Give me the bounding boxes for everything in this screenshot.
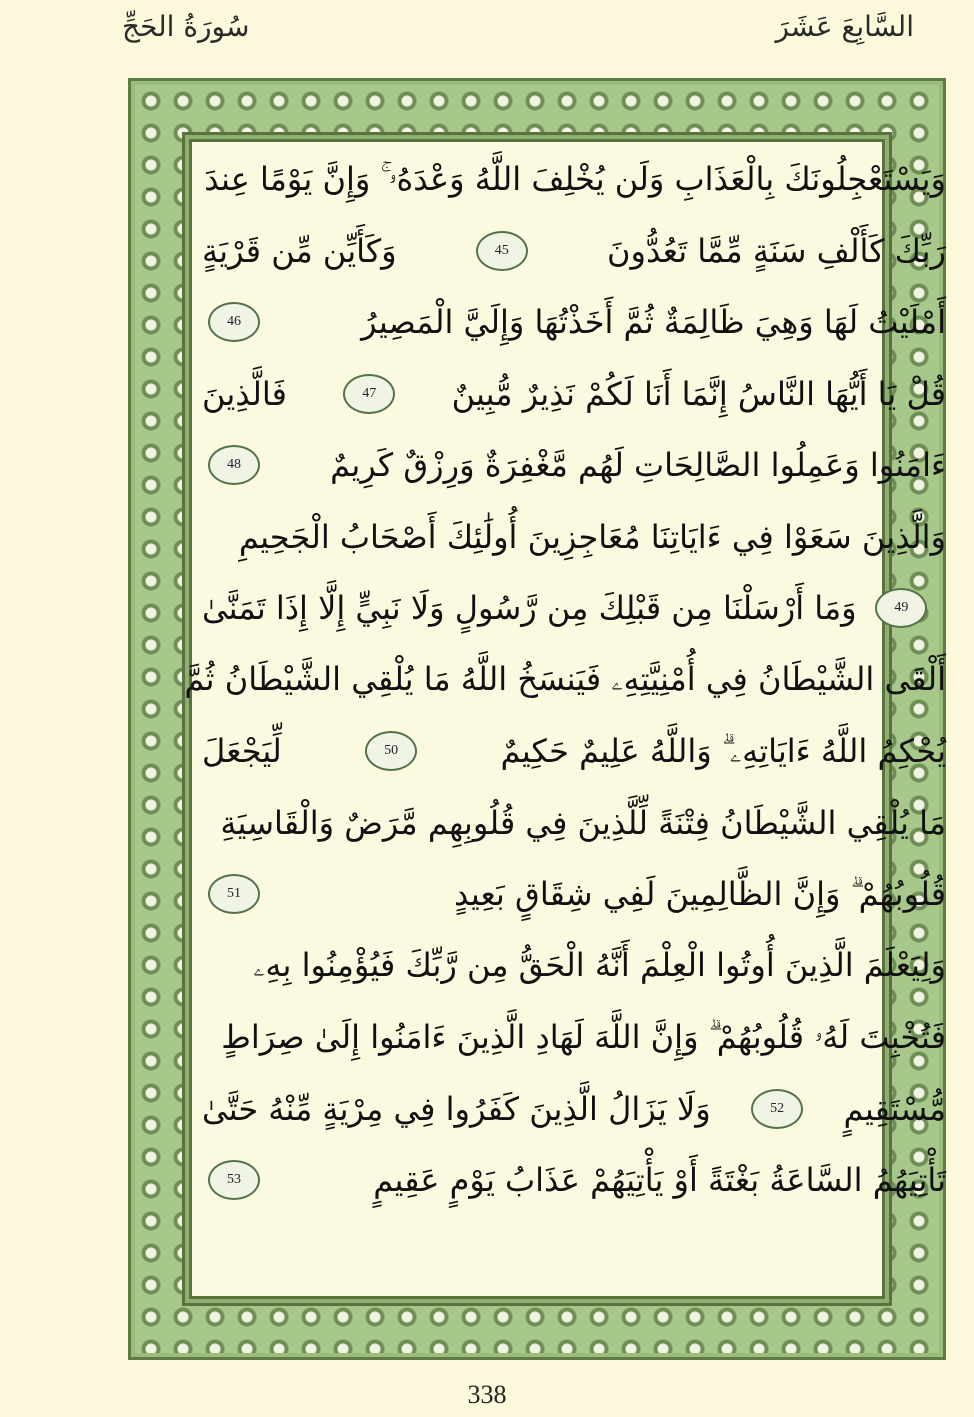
verse-line [202, 365, 946, 423]
verse-text: قُلْ يَا أَيُّهَا النَّاسُ إِنَّمَا أَنَا لَكُمْ نَذِيرٌ مُّبِينٌ [451, 374, 946, 413]
verse-text-continued: لِّيَجْعَلَ [202, 732, 282, 770]
verse-text-continued: وَلَا يَزَالُ الَّذِينَ كَفَرُوا فِي مِرْيَةٍ مِّنْهُ حَتَّىٰ [202, 1089, 711, 1128]
ayah-number-marker: 45 [476, 231, 528, 271]
verse-line [184, 651, 946, 709]
verse-line [202, 150, 946, 208]
verse-text: وَيَسْتَعْجِلُونَكَ بِالْعَذَابِ وَلَن يُخْلِفَ اللَّهُ وَعْدَهُۥ ۚ وَإِنَّ يَوْمًا عِندَ [204, 159, 946, 198]
ayah-number-marker: 53 [208, 1160, 260, 1200]
verse-line [202, 579, 946, 637]
ayah-number-marker: 49 [875, 588, 927, 628]
verse-text-continued: فَالَّذِينَ [202, 374, 287, 413]
verse-line [202, 1080, 946, 1138]
verse-text: أَلْقَى الشَّيْطَانُ فِي أُمْنِيَّتِهِۦ فَيَنسَخُ اللَّهُ مَا يُلْقِي الشَّيْطَانُ ثُمَّ [184, 660, 946, 698]
verse-text: مُّسْتَقِيمٍ [843, 1089, 946, 1128]
verse-text: أَمْلَيْتُ لَهَا وَهِيَ ظَالِمَةٌ ثُمَّ أَخَذْتُهَا وَإِلَيَّ الْمَصِيرُ [361, 303, 946, 341]
verse-line [202, 794, 946, 852]
quran-text-area [184, 150, 946, 1220]
verse-text: وَلِيَعْلَمَ الَّذِينَ أُوتُوا الْعِلْمَ أَنَّهُ الْحَقُّ مِن رَّبِّكَ فَيُؤْمِنُوا بِهِۦ [253, 946, 946, 984]
verse-line [202, 722, 946, 780]
page-header [0, 0, 974, 70]
verse-text-continued: وَكَأَيِّن مِّن قَرْيَةٍ [202, 231, 397, 270]
ayah-number-marker: 48 [208, 445, 260, 485]
ayah-number-marker: 47 [343, 374, 395, 414]
page-number: 338 [467, 1380, 507, 1409]
verse-text: قُلُوبُهُمْ ۗ وَإِنَّ الظَّالِمِينَ لَفِي شِقَاقٍ بَعِيدٍ [454, 874, 946, 913]
verse-line [202, 293, 946, 351]
juz-name: السَّابِعَ عَشَرَ [775, 10, 914, 43]
verse-text: تَأْتِيَهُمُ السَّاعَةُ بَغْتَةً أَوْ يَأْتِيَهُمْ عَذَابُ يَوْمٍ عَقِيمٍ [373, 1161, 946, 1199]
verse-line [202, 937, 946, 995]
verse-text-continued: وَمَا أَرْسَلْنَا مِن قَبْلِكَ مِن رَّسُولٍ وَلَا نَبِيٍّ إِلَّا إِذَا تَمَنَّىٰ [202, 589, 857, 627]
verse-line [202, 1151, 946, 1209]
verse-text: رَبِّكَ كَأَلْفِ سَنَةٍ مِّمَّا تَعُدُّونَ [607, 231, 946, 270]
verse-text: ءَامَنُوا وَعَمِلُوا الصَّالِحَاتِ لَهُم مَّغْفِرَةٌ وَرِزْقٌ كَرِيمٌ [330, 446, 946, 484]
verse-text: مَا يُلْقِي الشَّيْطَانُ فِتْنَةً لِّلَّذِينَ فِي قُلُوبِهِم مَّرَضٌ وَالْقَاسِيَةِ [220, 803, 946, 842]
ayah-number-marker: 52 [751, 1089, 803, 1129]
verse-text: وَالَّذِينَ سَعَوْا فِي ءَايَاتِنَا مُعَاجِزِينَ أُولَٰئِكَ أَصْحَابُ الْجَحِيمِ [238, 517, 946, 556]
verse-line [202, 1008, 946, 1066]
verse-text: فَتُخْبِتَ لَهُۥ قُلُوبُهُمْ ۗ وَإِنَّ اللَّهَ لَهَادِ الَّذِينَ ءَامَنُوا إِلَىٰ صِرَاطٍ [221, 1017, 946, 1056]
ayah-number-marker: 50 [365, 731, 417, 771]
verse-line [202, 222, 946, 280]
verse-line [202, 436, 946, 494]
ayah-number-marker: 51 [208, 874, 260, 914]
surah-name: سُورَةُ الحَجِّ [122, 10, 250, 43]
ayah-number-marker: 46 [208, 302, 260, 342]
verse-line [202, 508, 946, 566]
verse-text: يُحْكِمُ اللَّهُ ءَايَاتِهِۦ ۗ وَاللَّهُ عَلِيمٌ حَكِيمٌ [500, 731, 946, 770]
verse-line [202, 865, 946, 923]
